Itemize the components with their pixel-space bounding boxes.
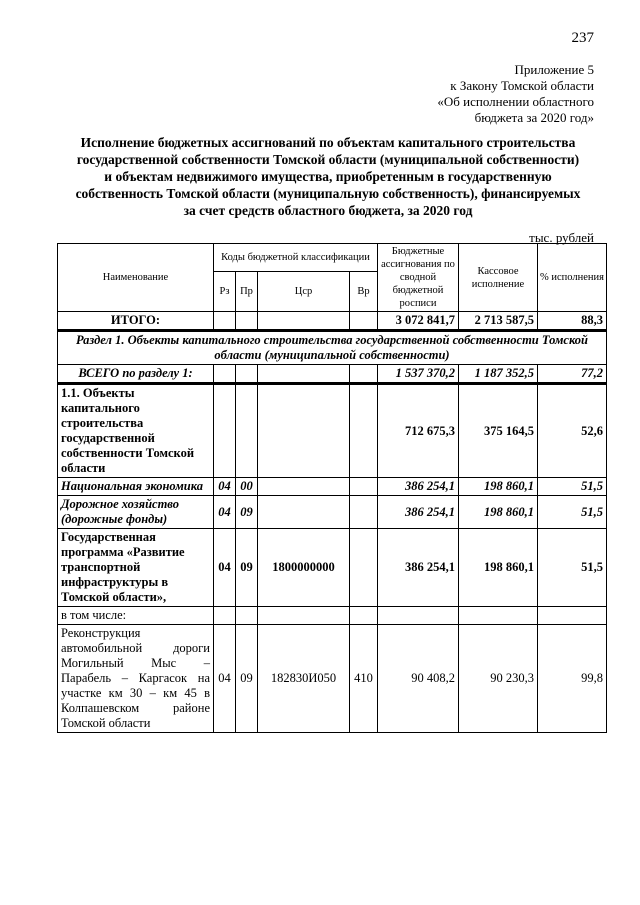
header-pr: Пр — [236, 272, 258, 312]
section-title: Раздел 1. Объекты капитального строительства государственной собственности Томской области (муниципальной собственности) — [58, 331, 607, 365]
row-budget: 386 254,1 — [378, 478, 459, 496]
row-csr: 182830И050 — [258, 625, 350, 733]
row-rz: 04 — [214, 625, 236, 733]
row-vr — [350, 384, 378, 478]
row-cash: 198 860,1 — [459, 478, 538, 496]
row-percent: 99,8 — [538, 625, 607, 733]
appendix-note — [437, 62, 594, 126]
header-codes: Коды бюджетной классификации — [214, 244, 378, 272]
row-cash: 90 230,3 — [459, 625, 538, 733]
row-rz: 04 — [214, 478, 236, 496]
row-csr — [258, 478, 350, 496]
table-row — [58, 607, 607, 625]
row-budget: 386 254,1 — [378, 496, 459, 529]
header-budget: Бюджетные ассигнования по сводной бюджетной росписи — [378, 244, 459, 312]
table-row — [58, 529, 607, 607]
title-line: за счет средств областного бюджета, за 2020 год — [183, 203, 473, 218]
total-budget: 3 072 841,7 — [378, 312, 459, 331]
document-title — [58, 134, 598, 219]
row-name: Государственная программа «Развитие транспортной инфраструктуры в Томской области», — [58, 529, 214, 607]
header-row — [58, 244, 607, 272]
table-row — [58, 384, 607, 478]
title-line: государственной собственности Томской области (муниципальной собственности) — [76, 152, 580, 167]
section-total-percent: 77,2 — [538, 365, 607, 384]
header-rz: Рз — [214, 272, 236, 312]
row-pr: 09 — [236, 529, 258, 607]
title-line: и объектам недвижимого имущества, приобретенным в государственную — [104, 169, 552, 184]
header-percent: % исполнения — [538, 244, 607, 312]
row-rz: 04 — [214, 529, 236, 607]
row-percent: 51,5 — [538, 529, 607, 607]
row-rz — [214, 384, 236, 478]
row-name: Дорожное хозяйство (дорожные фонды) — [58, 496, 214, 529]
header-vr: Вр — [350, 272, 378, 312]
table-row — [58, 496, 607, 529]
row-percent: 51,5 — [538, 478, 607, 496]
section-total-budget: 1 537 370,2 — [378, 365, 459, 384]
page-number: 237 — [571, 30, 594, 46]
section-total-row — [58, 365, 607, 384]
section-total-cash: 1 187 352,5 — [459, 365, 538, 384]
header-name: Наименование — [58, 244, 214, 312]
title-line: собственность Томской области (муниципальную собственность), финансируемых — [75, 186, 581, 201]
header-csr: Цср — [258, 272, 350, 312]
appendix-line: Приложение 5 — [514, 62, 594, 77]
row-vr — [350, 496, 378, 529]
row-pr: 09 — [236, 625, 258, 733]
section-title-row — [58, 331, 607, 365]
total-percent: 88,3 — [538, 312, 607, 331]
row-name: Национальная экономика — [58, 478, 214, 496]
total-row — [58, 312, 607, 331]
row-budget: 90 408,2 — [378, 625, 459, 733]
row-budget: 712 675,3 — [378, 384, 459, 478]
row-cash: 198 860,1 — [459, 496, 538, 529]
appendix-line: «Об исполнении областного — [437, 94, 594, 109]
row-csr: 1800000000 — [258, 529, 350, 607]
appendix-line: бюджета за 2020 год» — [474, 110, 594, 125]
header-cash: Кассовое исполнение — [459, 244, 538, 312]
row-name: 1.1. Объекты капитального строительства государственной собственности Томской области — [58, 384, 214, 478]
row-name: в том числе: — [58, 607, 214, 625]
title-line: Исполнение бюджетных ассигнований по объектам капитального строительства — [80, 135, 576, 150]
table-row — [58, 478, 607, 496]
total-label: ИТОГО: — [58, 312, 214, 331]
row-vr — [350, 529, 378, 607]
row-cash: 375 164,5 — [459, 384, 538, 478]
row-percent: 51,5 — [538, 496, 607, 529]
appendix-line: к Закону Томской области — [450, 78, 594, 93]
row-vr: 410 — [350, 625, 378, 733]
row-csr — [258, 496, 350, 529]
row-pr — [236, 384, 258, 478]
row-rz: 04 — [214, 496, 236, 529]
row-percent: 52,6 — [538, 384, 607, 478]
section-total-label: ВСЕГО по разделу 1: — [58, 365, 214, 384]
row-name: Реконструкция автомобильной дороги Могильный Мыс – Парабель – Каргасок на участке км 30 – км 45 в Колпашевском районе Томской области — [58, 625, 214, 733]
row-pr: 09 — [236, 496, 258, 529]
row-csr — [258, 384, 350, 478]
row-cash: 198 860,1 — [459, 529, 538, 607]
budget-table — [57, 243, 607, 733]
row-budget: 386 254,1 — [378, 529, 459, 607]
units-label: тыс. рублей — [529, 230, 594, 245]
table-row — [58, 625, 607, 733]
total-cash: 2 713 587,5 — [459, 312, 538, 331]
row-vr — [350, 478, 378, 496]
row-pr: 00 — [236, 478, 258, 496]
